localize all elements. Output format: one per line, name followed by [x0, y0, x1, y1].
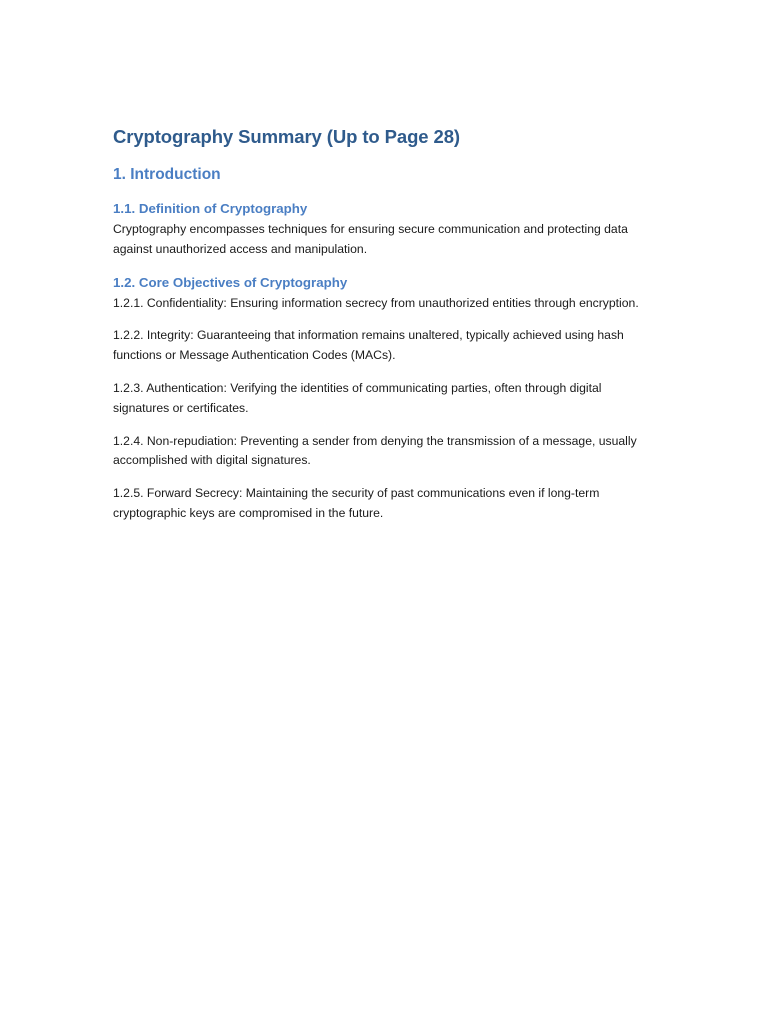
subsection-heading-definition: 1.1. Definition of Cryptography — [113, 201, 308, 216]
objective-integrity: 1.2.2. Integrity: Guaranteeing that information remains unaltered, typically achieved using hash functions or Message Authentication Codes (MACs). — [113, 328, 624, 363]
document-body — [113, 124, 658, 524]
objective-forward-secrecy: 1.2.5. Forward Secrecy: Maintaining the security of past communications even if long-term cryptographic keys are compromised in the future. — [113, 486, 600, 520]
objective-non-repudiation: 1.2.4. Non-repudiation: Preventing a sender from denying the transmission of a message, usually accomplished with digital signatures. — [113, 433, 637, 468]
definition-paragraph: Cryptography encompasses techniques for ensuring secure communication and protecting data against unauthorized access and manipulation. — [113, 222, 628, 256]
objective-authentication: 1.2.3. Authentication: Verifying the identities of communicating parties, often through digital signatures or certificates. — [113, 380, 602, 415]
section-heading-introduction: 1. Introduction — [113, 166, 221, 183]
subsection-heading-core-objectives: 1.2. Core Objectives of Cryptography — [113, 274, 348, 290]
objective-confidentiality: 1.2.1. Confidentiality: Ensuring information secrecy from unauthorized entities through encryption. — [113, 295, 639, 310]
document-title: Cryptography Summary (Up to Page 28) — [113, 126, 460, 147]
